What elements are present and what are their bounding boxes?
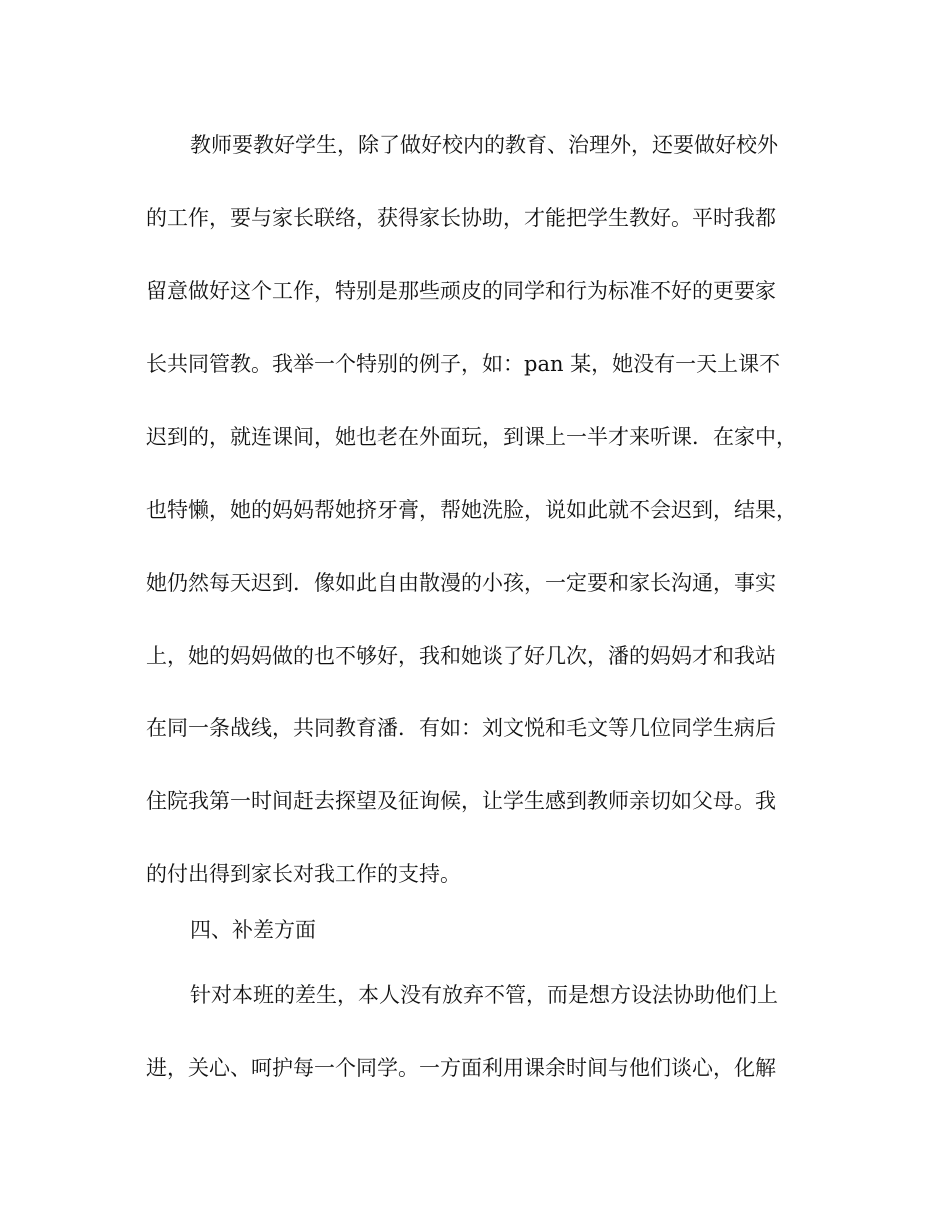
paragraph-line-4: 长共同管教。我举一个特别的例子，如：pan 某，她没有一天上课不 bbox=[146, 352, 781, 376]
paragraph-line-2: 的工作，要与家长联络，获得家长协助，才能把学生教好。平时我都 bbox=[146, 206, 776, 230]
paragraph-line-9: 在同一条战线，共同教育潘．有如：刘文悦和毛文等几位同学生病后 bbox=[146, 716, 776, 740]
paragraph-line-8: 上，她的妈妈做的也不够好，我和她谈了好几次，潘的妈妈才和我站 bbox=[146, 644, 776, 668]
paragraph-line-6: 也特懒，她的妈妈帮她挤牙膏，帮她洗脸，说如此就不会迟到，结果， bbox=[146, 498, 797, 522]
paragraph-line-13: 进，关心、呵护每一个同学。一方面利用课余时间与他们谈心，化解 bbox=[146, 1056, 776, 1080]
paragraph-line-1: 教师要教好学生，除了做好校内的教育、治理外，还要做好校外 bbox=[190, 133, 778, 157]
paragraph-line-7: 她仍然每天迟到．像如此自由散漫的小孩，一定要和家长沟通，事实 bbox=[146, 571, 776, 595]
section-heading: 四、补差方面 bbox=[190, 918, 316, 942]
paragraph-line-12: 针对本班的差生，本人没有放弃不管，而是想方设法协助他们上 bbox=[190, 983, 778, 1007]
paragraph-line-5: 迟到的，就连课间，她也老在外面玩，到课上一半才来听课．在家中， bbox=[146, 425, 797, 449]
paragraph-line-10: 住院我第一时间赶去探望及征询候，让学生感到教师亲切如父母。我 bbox=[146, 789, 776, 813]
paragraph-line-11: 的付出得到家长对我工作的支持。 bbox=[146, 862, 461, 886]
paragraph-line-3: 留意做好这个工作，特别是那些顽皮的同学和行为标准不好的更要家 bbox=[146, 279, 776, 303]
